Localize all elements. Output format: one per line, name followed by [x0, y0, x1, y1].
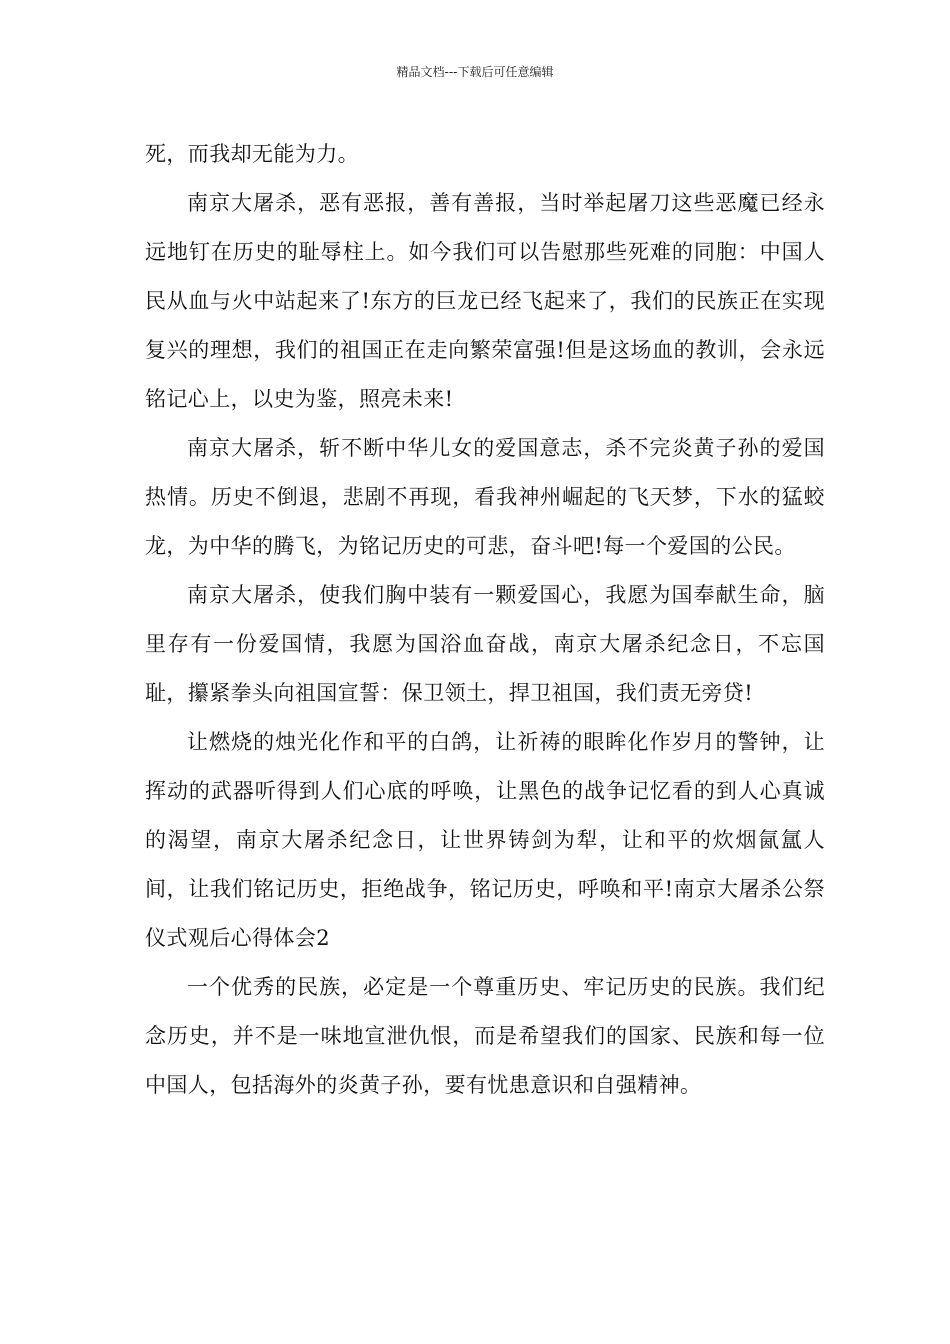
- paragraph-2: 南京大屠杀，恶有恶报，善有善报，当时举起屠刀这些恶魔已经永远地钉在历史的耻辱柱上。如今我们可以告慰那些死难的同胞：中国人民从血与火中站起来了!东方的巨龙已经飞起来了，我们的民族正在实现复兴的理想，我们的祖国正在走向繁荣富强!但是这场血的教训，会永远铭记心上，以史为鉴，照亮未来!: [145, 191, 825, 411]
- paragraph-3: 南京大屠杀，斩不断中华儿女的爱国意志，杀不完炎黄子孙的爱国热情。历史不倒退，悲剧不再现，看我神州崛起的飞天梦，下水的猛蛟龙，为中华的腾飞，为铭记历史的可悲，奋斗吧!每一个爱国的公民。: [145, 436, 825, 558]
- paragraph-1: 死，而我却无能为力。: [145, 142, 359, 166]
- paragraph-6: 一个优秀的民族，必定是一个尊重历史、牢记历史的民族。我们纪念历史，并不是一味地宣泄仇恨，而是希望我们的国家、民族和每一位中国人，包括海外的炎黄子孙，要有忧患意识和自强精神。: [145, 975, 825, 1097]
- document-body: [145, 130, 825, 1110]
- paragraph-4: 南京大屠杀，使我们胸中装有一颗爱国心，我愿为国奉献生命，脑里存有一份爱国情，我愿为国浴血奋战，南京大屠杀纪念日，不忘国耻，攥紧拳头向祖国宣誓：保卫领土，捍卫祖国，我们责无旁贷!: [145, 583, 825, 705]
- paragraph-5: 让燃烧的烛光化作和平的白鸽，让祈祷的眼眸化作岁月的警钟，让挥动的武器听得到人们心底的呼唤，让黑色的战争记忆看的到人心真诚的渴望，南京大屠杀纪念日，让世界铸剑为犁，让和平的炊烟氤氲人间，让我们铭记历史，拒绝战争，铭记历史，呼唤和平!南京大屠杀公祭仪式观后心得体会2: [145, 730, 825, 950]
- page-header: 精品文档---下载后可任意编辑: [396, 65, 554, 79]
